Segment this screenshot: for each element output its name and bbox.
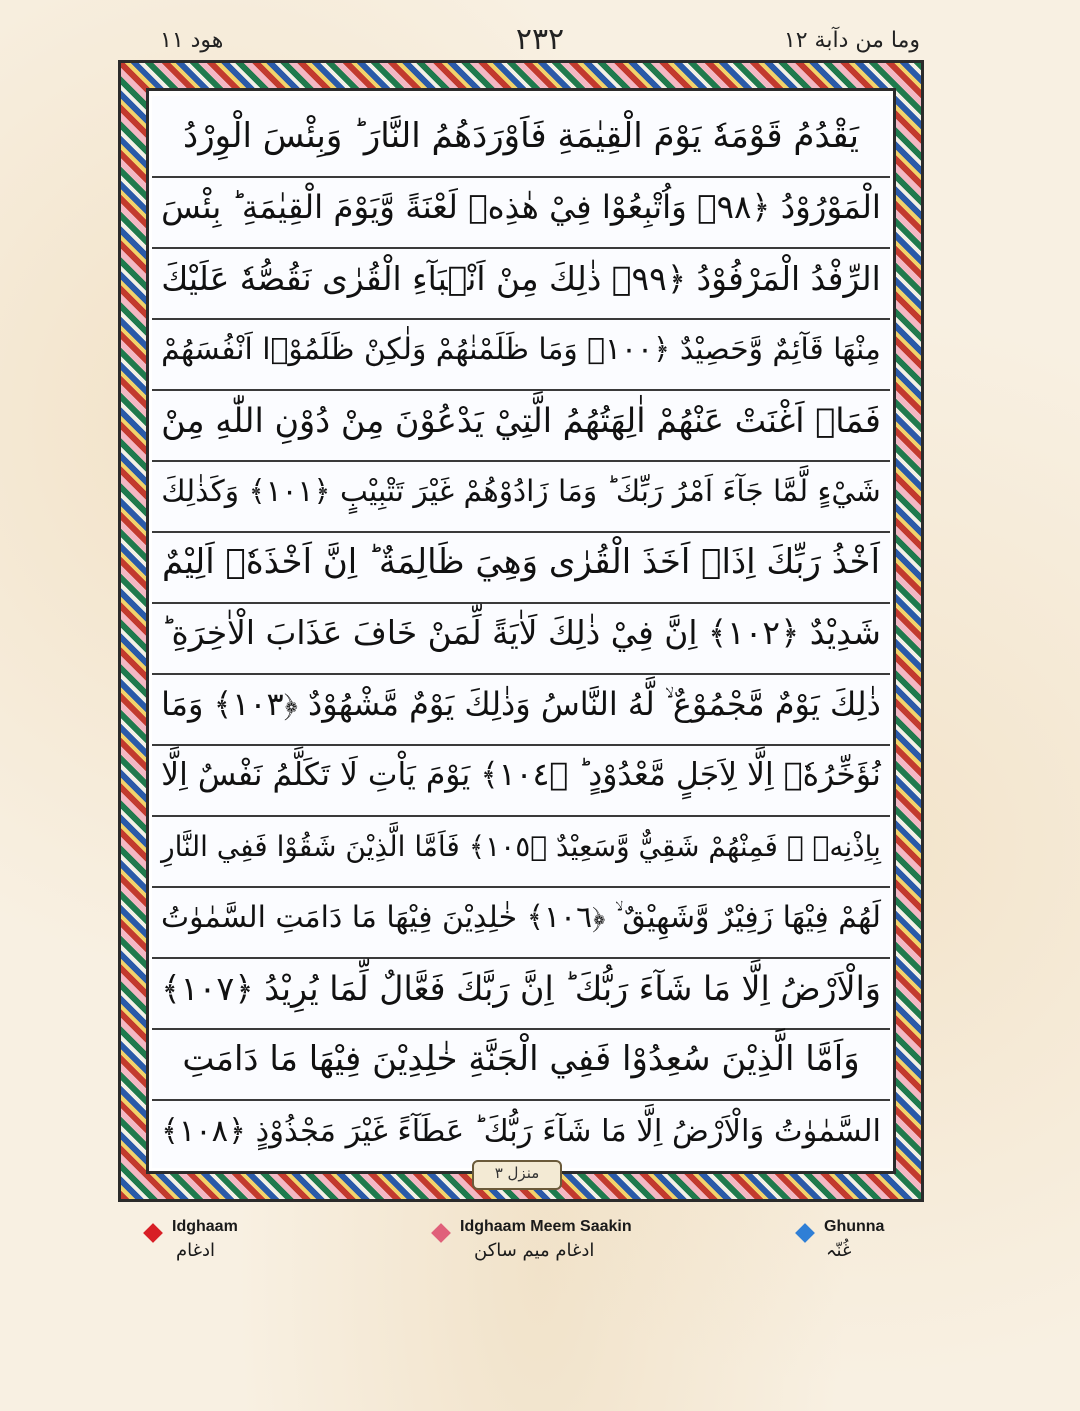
- text-line-12: لَهُمْ فِيْهَا زَفِيْرٌ وَّشَهِيْقٌ ۙ ﴿١٠٦﴾ خٰلِدِيْنَ فِيْهَا مَا دَامَتِ السَّمٰوٰتُ: [152, 877, 890, 959]
- text-line-1: يَقْدُمُ قَوْمَهٗ يَوْمَ الْقِيٰمَةِ فَاَوْرَدَهُمُ النَّارَ ؕ وَبِئْسَ الْوِرْدُ: [152, 96, 890, 178]
- red-diamond-icon: [143, 1223, 163, 1243]
- text-line-5: فَمَاۤ اَغْنَتْ عَنْهُمْ اٰلِهَتُهُمُ الَّتِيْ يَدْعُوْنَ مِنْ دُوْنِ اللّٰهِ مِنْ: [152, 380, 890, 462]
- page-number: ٢٣٢: [515, 22, 565, 57]
- pink-diamond-icon: [431, 1223, 451, 1243]
- text-line-14: وَاَمَّا الَّذِيْنَ سُعِدُوْا فَفِي الْجَنَّةِ خٰلِدِيْنَ فِيْهَا مَا دَامَتِ: [152, 1019, 890, 1101]
- text-line-15: السَّمٰوٰتُ وَالْاَرْضُ اِلَّا مَا شَآءَ رَبُّكَ ؕ عَطَآءً غَيْرَ مَجْذُوْذٍ ﴿١٠٨﴾: [161, 1113, 881, 1149]
- text-line-11: بِاِذْنِهٖ ۚ فَمِنْهُمْ شَقِيٌّ وَّسَعِيْدٌ ﴿١٠٥﴾ فَاَمَّا الَّذِيْنَ شَقُوْا فَفِي النَّارِ: [152, 806, 890, 888]
- legend-label-ur: ادغام میم ساکن: [474, 1240, 595, 1261]
- text-line-13: وَالْاَرْضُ اِلَّا مَا شَآءَ رَبُّكَ ؕ اِنَّ رَبَّكَ فَعَّالٌ لِّمَا يُرِيْدُ ﴿١٠٧﴾: [152, 948, 890, 1030]
- quran-text-panel: [152, 96, 890, 1168]
- text-line-4: مِنْهَا قَآئِمٌ وَّحَصِيْدٌ ﴿١٠٠﴾ وَمَا ظَلَمْنٰهُمْ وَلٰكِنْ ظَلَمُوْۤا اَنْفُسَهُمْ: [152, 309, 890, 391]
- text-line-7: اَخْذُ رَبِّكَ اِذَاۤ اَخَذَ الْقُرٰى وَهِيَ ظَالِمَةٌ ؕ اِنَّ اَخْذَهٗۤ اَلِيْمٌ: [152, 522, 890, 604]
- tajweed-legend: [0, 1218, 1080, 1398]
- juz-name: وما من دآبة ١٢: [783, 28, 920, 53]
- legend-label-ur: غُنّہ: [826, 1240, 852, 1261]
- legend-label-en: Idghaam Meem Saakin: [460, 1218, 632, 1235]
- manzil-marker: منزل ٣: [472, 1160, 562, 1190]
- text-line-2: الْمَوْرُوْدُ ﴿٩٨﴾ وَاُتْبِعُوْا فِيْ هٰذِهٖ لَعْنَةً وَّيَوْمَ الْقِيٰمَةِ ؕ بِئْسَ: [152, 167, 890, 249]
- legend-label-ur: ادغام: [176, 1240, 216, 1261]
- blue-diamond-icon: [795, 1223, 815, 1243]
- text-line-10: نُؤَخِّرُهٗۤ اِلَّا لِاَجَلٍ مَّعْدُوْدٍ ؕ ﴿١٠٤﴾ يَوْمَ يَاْتِ لَا تَكَلَّمُ نَفْسٌ اِلَّا: [152, 735, 890, 817]
- page-header: [0, 22, 1080, 58]
- text-line-6: شَيْءٍ لَّمَّا جَآءَ اَمْرُ رَبِّكَ ؕ وَمَا زَادُوْهُمْ غَيْرَ تَتْبِيْبٍ ﴿١٠١﴾ وَكَذٰلِكَ: [152, 451, 890, 533]
- text-line-8: شَدِيْدٌ ﴿١٠٢﴾ اِنَّ فِيْ ذٰلِكَ لَاٰيَةً لِّمَنْ خَافَ عَذَابَ الْاٰخِرَةِ ؕ: [152, 593, 890, 675]
- text-line-9: ذٰلِكَ يَوْمٌ مَّجْمُوْعٌ ۙ لَّهُ النَّاسُ وَذٰلِكَ يَوْمٌ مَّشْهُوْدٌ ﴿١٠٣﴾ وَمَا: [152, 664, 890, 746]
- surah-name: هود ١١: [160, 28, 224, 53]
- legend-label-en: Ghunna: [824, 1218, 885, 1235]
- text-line-3: الرِّفْدُ الْمَرْفُوْدُ ﴿٩٩﴾ ذٰلِكَ مِنْ اَنْۢبَآءِ الْقُرٰى نَقُصُّهٗ عَلَيْكَ: [152, 238, 890, 320]
- legend-label-en: Idghaam: [172, 1218, 238, 1235]
